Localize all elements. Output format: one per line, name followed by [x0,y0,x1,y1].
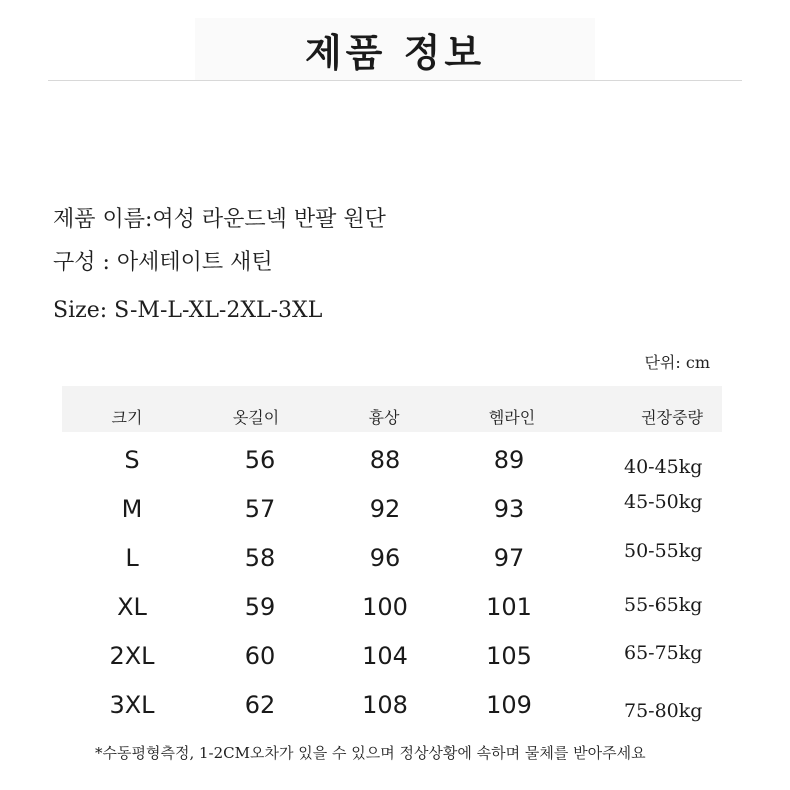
table-cell-size: 3XL [109,691,155,719]
table-cell-length: 56 [244,446,276,474]
table-cell-bust: 100 [362,593,408,621]
column-header-weight: 권장중량 [641,408,703,427]
table-cell-bust: 88 [369,446,401,474]
title-divider [48,80,742,81]
table-cell-hemline: 89 [493,446,525,474]
product-name: 제품 이름:여성 라운드넥 반팔 원단 [53,207,386,232]
table-cell-weight: 65-75kg [624,642,703,664]
table-cell-hemline: 109 [486,691,532,719]
column-header-length: 옷길이 [232,408,280,427]
table-cell-length: 60 [244,642,276,670]
table-cell-bust: 92 [369,495,401,523]
table-cell-bust: 108 [362,691,408,719]
table-cell-weight: 45-50kg [624,491,703,513]
table-cell-size: S [124,446,140,474]
product-sizes: Size: S-M-L-XL-2XL-3XL [53,298,323,323]
table-cell-bust: 104 [362,642,408,670]
column-header-hemline: 헴라인 [488,408,536,427]
table-cell-weight: 75-80kg [624,700,703,722]
table-cell-weight: 55-65kg [624,594,703,616]
table-cell-size: L [125,544,139,572]
product-composition: 구성 : 아세테이트 새틴 [53,250,273,275]
table-cell-hemline: 93 [493,495,525,523]
table-cell-hemline: 101 [486,593,532,621]
table-cell-size: M [121,495,143,523]
column-header-bust: 흉상 [368,408,400,427]
column-header-size: 크기 [111,408,143,427]
table-cell-length: 62 [244,691,276,719]
page-title: 제품 정보 [304,30,486,75]
table-cell-bust: 96 [369,544,401,572]
table-cell-hemline: 97 [493,544,525,572]
table-cell-size: 2XL [109,642,155,670]
unit-label: 단위: cm [644,353,710,372]
table-cell-length: 59 [244,593,276,621]
table-cell-length: 58 [244,544,276,572]
table-cell-weight: 40-45kg [624,456,703,478]
measurement-footnote: *수동평형측정, 1-2CM오차가 있을 수 있으며 정상상황에 속하며 물체를 받아주세요 [95,744,646,762]
table-cell-length: 57 [244,495,276,523]
table-cell-hemline: 105 [486,642,532,670]
table-cell-size: XL [117,593,147,621]
table-cell-weight: 50-55kg [624,540,703,562]
